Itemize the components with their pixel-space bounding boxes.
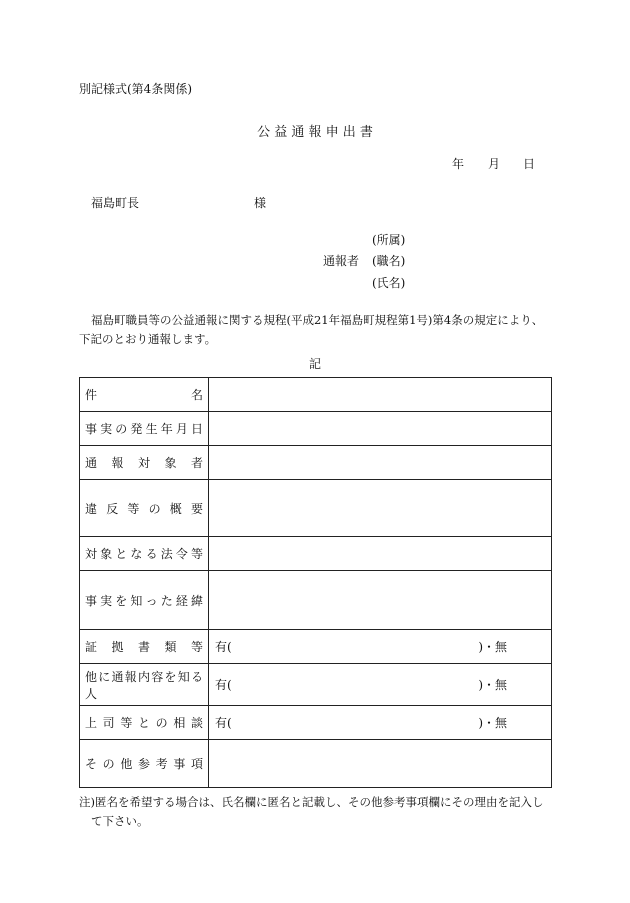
reporter-label: 通報者 — [323, 254, 360, 268]
others-aware-yes: 有( — [215, 678, 232, 692]
reporter-name: (氏名) — [372, 276, 406, 290]
how-learned-field[interactable] — [209, 571, 552, 630]
row-label-violation-summary: 違反等の概要 — [80, 480, 209, 537]
note-line-1: 注)匿名を希望する場合は、氏名欄に匿名と記載し、その他参考事項欄にその理由を記入し — [79, 795, 544, 809]
supervisor-consultation-no: )・無 — [478, 716, 507, 730]
evidence-yes: 有( — [215, 640, 232, 654]
row-label-occurrence-date: 事実の発生年月日 — [80, 412, 209, 446]
body-text-line-2: 下記のとおり通報します。 — [79, 332, 217, 346]
subject-field[interactable] — [209, 378, 552, 412]
table-row — [80, 630, 552, 664]
note-line-2: て下さい。 — [91, 814, 149, 828]
other-notes-field[interactable] — [209, 740, 552, 788]
table-row — [80, 537, 552, 571]
table-row — [80, 378, 552, 412]
supervisor-consultation-field[interactable] — [209, 706, 552, 740]
evidence-no: )・無 — [478, 640, 507, 654]
row-label-evidence: 証拠書類等 — [80, 630, 209, 664]
reporter-position: (職名) — [372, 254, 406, 268]
row-label-target-person: 通報対象者 — [80, 446, 209, 480]
date-day: 日 — [523, 157, 536, 171]
evidence-field[interactable] — [209, 630, 552, 664]
date-year: 年 — [452, 157, 465, 171]
applicable-laws-field[interactable] — [209, 537, 552, 571]
date-month: 月 — [488, 157, 501, 171]
row-label-other-notes: その他参考事項 — [80, 740, 209, 788]
report-form-table — [79, 377, 552, 788]
body-text-line-1: 福島町職員等の公益通報に関する規程(平成21年福島町規程第1号)第4条の規定により、 — [91, 313, 544, 327]
table-row — [80, 664, 552, 706]
violation-summary-field[interactable] — [209, 480, 552, 537]
occurrence-date-field[interactable] — [209, 412, 552, 446]
target-person-field[interactable] — [209, 446, 552, 480]
table-row — [80, 740, 552, 788]
row-label-how-learned: 事実を知った経緯 — [80, 571, 209, 630]
form-label: 別記様式(第4条関係) — [79, 82, 192, 96]
others-aware-field[interactable] — [209, 664, 552, 706]
table-row — [80, 706, 552, 740]
table-row — [80, 480, 552, 537]
addressee-honorific: 様 — [254, 196, 267, 210]
document-title: 公 益 通 報 申 出 書 — [257, 125, 373, 140]
table-row — [80, 446, 552, 480]
row-label-subject: 件名 — [80, 378, 209, 412]
others-aware-no: )・無 — [478, 678, 507, 692]
row-label-others-aware: 他に通報内容を知る人 — [80, 664, 209, 706]
supervisor-consultation-yes: 有( — [215, 716, 232, 730]
addressee-name: 福島町長 — [91, 196, 140, 210]
row-label-supervisor-consultation: 上司等との相談 — [80, 706, 209, 740]
table-row — [80, 412, 552, 446]
row-label-applicable-laws: 対象となる法令等 — [80, 537, 209, 571]
table-row — [80, 571, 552, 630]
reporter-affiliation: (所属) — [372, 233, 406, 247]
ki-heading: 記 — [308, 357, 321, 371]
